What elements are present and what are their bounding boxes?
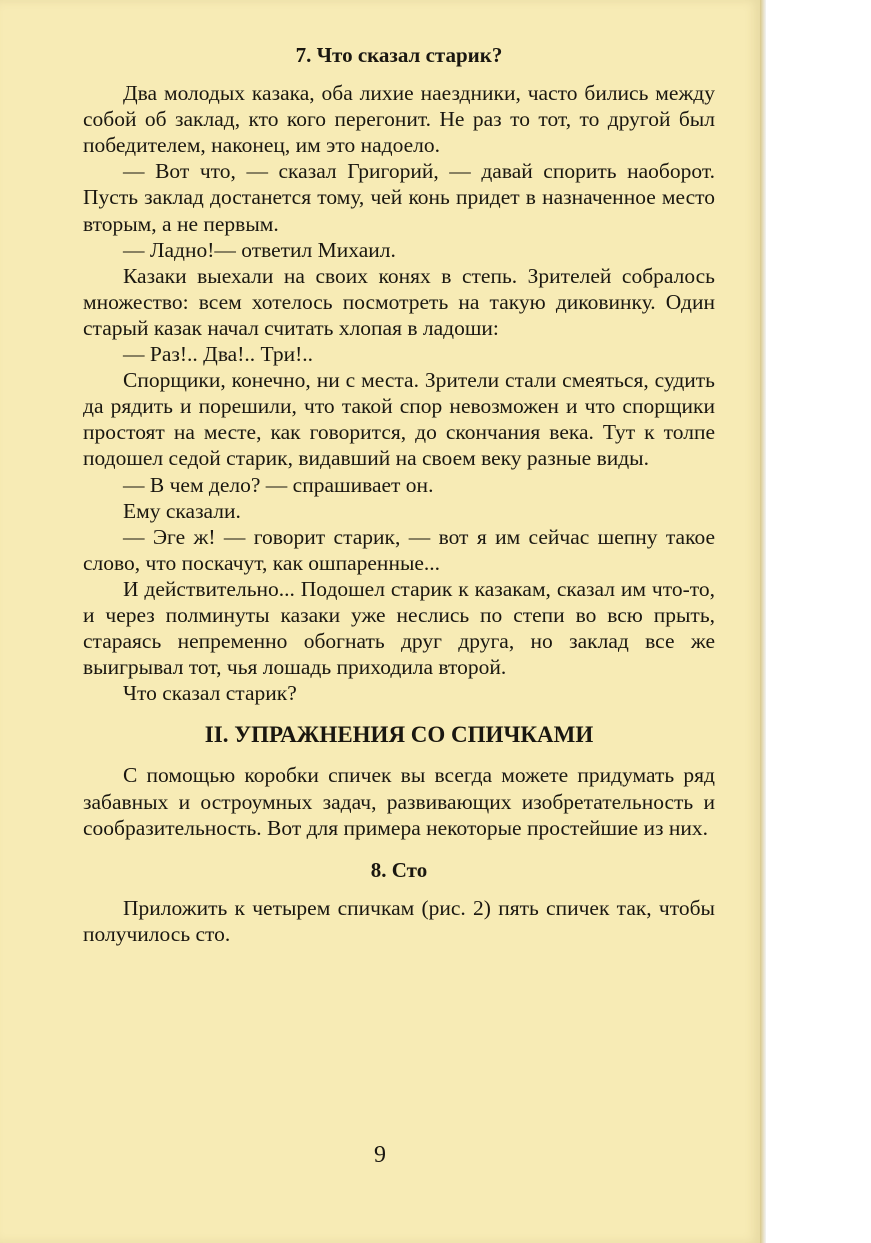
problem-8-title: 8. Сто xyxy=(370,857,428,882)
problem-7-paragraph-10: И действительно... Подошел старик к казакам, сказал им что-то, и через полминуты казаки уже неслись по степи во всю прыть, стараясь непременно обогнать друг друга, но заклад все же выигрывал тот, чья лошадь приходила второй. xyxy=(83,576,715,680)
problem-7-paragraph-6: Спорщики, конечно, ни с места. Зрители стали смеяться, судить да рядить и порешили, что такой спор невозможен и что спорщики простоят на месте, как говорится, до скончания века. Тут к толпе подошел седой старик, видавший на своем веку разные виды. xyxy=(83,368,715,471)
section-2-intro: С помощью коробки спичек вы всегда можете придумать ряд забавных и остроумных задач, развивающих изобретательность и сообразительность. Вот для примера некоторые простейшие из них. xyxy=(83,763,715,840)
problem-7-paragraph-4: Казаки выехали на своих конях в степь. Зрителей собралось множество: всем хотелось посмотреть на такую диковинку. Один старый казак начал считать хлопая в ладоши: xyxy=(83,263,715,340)
problem-7-paragraph-2: — Вот что, — сказал Григорий, — давай спорить наоборот. Пусть заклад достанется тому, чей конь придет в назначенное место вторым, а не первым. xyxy=(83,159,715,236)
problem-7-title: 7. Что сказал старик? xyxy=(295,43,503,67)
page-edge xyxy=(760,0,766,1243)
problem-7-question: Что сказал старик? xyxy=(123,681,297,706)
problem-7-paragraph-1: Два молодых казака, оба лихие наездники, часто бились между собой об заклад, кто кого перегонит. Не раз то тот, то другой был победителем, наконец, им это надоело. xyxy=(83,81,715,158)
page-number: 9 xyxy=(374,1142,386,1168)
problem-7-paragraph-8: Ему сказали. xyxy=(123,498,241,523)
problem-7-paragraph-7: — В чем дело? — спрашивает он. xyxy=(123,472,434,497)
problem-7-paragraph-9: — Эге ж! — говорит старик, — вот я им сейчас шепну такое слово, что поскачут, как ошпаренные... xyxy=(83,524,715,575)
problem-7-paragraph-5: — Раз!.. Два!.. Три!.. xyxy=(123,342,313,367)
problem-8-paragraph-1: Приложить к четырем спичкам (рис. 2) пять спичек так, чтобы получилось сто. xyxy=(83,895,715,946)
page-text xyxy=(83,42,715,947)
problem-7-paragraph-3: — Ладно!— ответил Михаил. xyxy=(123,237,396,262)
section-2-title: II. УПРАЖНЕНИЯ СО СПИЧКАМИ xyxy=(204,722,594,748)
